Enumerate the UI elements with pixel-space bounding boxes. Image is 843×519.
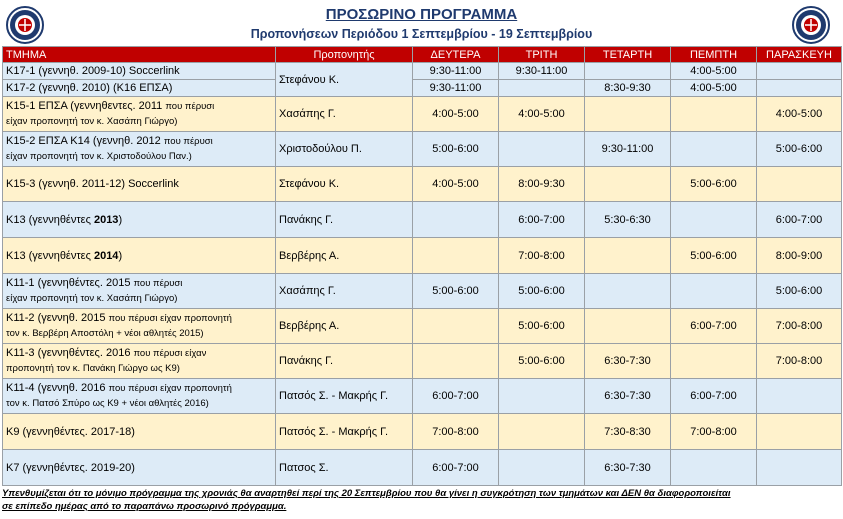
friday-slot: 4:00-5:00 xyxy=(757,97,842,132)
tuesday-slot xyxy=(499,379,585,414)
coach-cell: Πατσός Σ. - Μακρής Γ. xyxy=(276,414,413,450)
header-wednesday: ΤΕΤΑΡΤΗ xyxy=(585,47,671,63)
coach-cell: Χασάπης Γ. xyxy=(276,97,413,132)
wednesday-slot: 9:30-11:00 xyxy=(585,132,671,167)
team-cell: Κ15-2 ΕΠΣΑ Κ14 (γεννηθ. 2012 που πέρυσι είχαν προπονητή τον κ. Χριστοδούλου Παν.) xyxy=(3,132,276,167)
wednesday-slot xyxy=(585,309,671,344)
tuesday-slot xyxy=(499,414,585,450)
coach-cell: Βερβέρης Α. xyxy=(276,309,413,344)
table-row xyxy=(3,80,842,97)
table-row xyxy=(3,238,842,274)
coach-cell: Χασάπης Γ. xyxy=(276,274,413,309)
thursday-slot xyxy=(671,202,757,238)
footer-line-2: σε επίπεδο ημέρας από το παραπάνω προσωρινό πρόγραμμα. xyxy=(2,501,287,512)
friday-slot: 5:00-6:00 xyxy=(757,274,842,309)
friday-slot: 7:00-8:00 xyxy=(757,344,842,379)
header-team: ΤΜΗΜΑ xyxy=(3,47,276,63)
friday-slot xyxy=(757,379,842,414)
coach-cell: Βερβέρης Α. xyxy=(276,238,413,274)
wednesday-slot xyxy=(585,238,671,274)
footer-line-1: Υπενθυμίζεται ότι το μόνιμο πρόγραμμα της χρονιάς θα αναρτηθεί περί της 20 Σεπτεμβρίου που θα γίνει η συγκρότηση των τμημάτων και ΔΕΝ θα διαφοροποιείται xyxy=(2,488,731,499)
thursday-slot: 7:00-8:00 xyxy=(671,414,757,450)
coach-cell: Πανάκης Γ. xyxy=(276,202,413,238)
thursday-slot xyxy=(671,97,757,132)
coach-cell: Στεφάνου Κ. xyxy=(276,167,413,202)
coach-cell: Πατσός Σ. - Μακρής Γ. xyxy=(276,379,413,414)
wednesday-slot xyxy=(585,97,671,132)
friday-slot xyxy=(757,450,842,486)
tuesday-slot: 7:00-8:00 xyxy=(499,238,585,274)
table-row xyxy=(3,344,842,379)
team-cell: Κ11-2 (γεννηθ. 2015 που πέρυσι είχαν προπονητή τον κ. Βερβέρη Αποστόλη + νέοι αθλητές 2015) xyxy=(3,309,276,344)
wednesday-slot: 6:30-7:30 xyxy=(585,379,671,414)
thursday-slot xyxy=(671,344,757,379)
team-cell: Κ17-2 (γεννηθ. 2010) (Κ16 ΕΠΣΑ) xyxy=(3,80,276,97)
wednesday-slot: 6:30-7:30 xyxy=(585,450,671,486)
monday-slot xyxy=(413,344,499,379)
schedule-table xyxy=(2,46,842,486)
table-row xyxy=(3,450,842,486)
wednesday-slot xyxy=(585,63,671,80)
thursday-slot: 5:00-6:00 xyxy=(671,238,757,274)
tuesday-slot: 5:00-6:00 xyxy=(499,344,585,379)
friday-slot: 7:00-8:00 xyxy=(757,309,842,344)
team-cell: Κ17-1 (γεννηθ. 2009-10) Soccerlink xyxy=(3,63,276,80)
thursday-slot: 4:00-5:00 xyxy=(671,80,757,97)
tuesday-slot: 6:00-7:00 xyxy=(499,202,585,238)
wednesday-slot xyxy=(585,274,671,309)
monday-slot: 7:00-8:00 xyxy=(413,414,499,450)
monday-slot xyxy=(413,309,499,344)
table-row xyxy=(3,202,842,238)
thursday-slot xyxy=(671,132,757,167)
tuesday-slot: 9:30-11:00 xyxy=(499,63,585,80)
header-tuesday: ΤΡΙΤΗ xyxy=(499,47,585,63)
page-subtitle: Προπονήσεων Περιόδου 1 Σεπτεμβρίου - 19 Σεπτεμβρίου xyxy=(250,27,593,41)
friday-slot xyxy=(757,167,842,202)
table-row xyxy=(3,167,842,202)
team-cell: Κ15-3 (γεννηθ. 2011-12) Soccerlink xyxy=(3,167,276,202)
header-coach: Προπονητής xyxy=(276,47,413,63)
tuesday-slot xyxy=(499,450,585,486)
tuesday-slot xyxy=(499,80,585,97)
friday-slot xyxy=(757,414,842,450)
coach-cell: Χριστοδούλου Π. xyxy=(276,132,413,167)
friday-slot: 8:00-9:00 xyxy=(757,238,842,274)
monday-slot xyxy=(413,238,499,274)
friday-slot xyxy=(757,80,842,97)
table-row xyxy=(3,414,842,450)
table-row xyxy=(3,97,842,132)
team-cell: Κ13 (γεννηθέντες 2013) xyxy=(3,202,276,238)
thursday-slot: 6:00-7:00 xyxy=(671,309,757,344)
friday-slot xyxy=(757,63,842,80)
thursday-slot xyxy=(671,450,757,486)
header-monday: ΔΕΥΤΕΡΑ xyxy=(413,47,499,63)
team-cell: Κ11-4 (γεννηθ. 2016 που πέρυσι είχαν προπονητή τον κ. Πατσό Σπύρο ως Κ9 + νέοι αθλητές 2016) xyxy=(3,379,276,414)
team-cell: Κ13 (γεννηθέντες 2014) xyxy=(3,238,276,274)
team-cell: Κ7 (γεννηθέντες. 2019-20) xyxy=(3,450,276,486)
team-cell: Κ15-1 ΕΠΣΑ (γεννηθεντες. 2011 που πέρυσι είχαν προπονητή τον κ. Χασάπη Γιώργο) xyxy=(3,97,276,132)
footer-note xyxy=(2,487,841,513)
monday-slot: 5:00-6:00 xyxy=(413,274,499,309)
friday-slot: 6:00-7:00 xyxy=(757,202,842,238)
team-cell: Κ9 (γεννηθέντες. 2017-18) xyxy=(3,414,276,450)
wednesday-slot: 5:30-6:30 xyxy=(585,202,671,238)
coach-cell: Στεφάνου Κ. xyxy=(276,63,413,97)
coach-cell: Πατσος Σ. xyxy=(276,450,413,486)
header-thursday: ΠΕΜΠΤΗ xyxy=(671,47,757,63)
table-row xyxy=(3,63,842,80)
table-row xyxy=(3,379,842,414)
coach-cell: Πανάκης Γ. xyxy=(276,344,413,379)
wednesday-slot: 6:30-7:30 xyxy=(585,344,671,379)
table-row xyxy=(3,132,842,167)
monday-slot: 9:30-11:00 xyxy=(413,80,499,97)
team-cell: Κ11-1 (γεννηθέντες. 2015 που πέρυσι είχαν προπονητή τον κ. Χασάπη Γιώργο) xyxy=(3,274,276,309)
tuesday-slot: 5:00-6:00 xyxy=(499,309,585,344)
thursday-slot: 4:00-5:00 xyxy=(671,63,757,80)
page-title: ΠΡΟΣΩΡΙΝΟ ΠΡΟΓΡΑΜΜΑ xyxy=(325,6,518,23)
tuesday-slot: 4:00-5:00 xyxy=(499,97,585,132)
monday-slot: 4:00-5:00 xyxy=(413,167,499,202)
monday-slot: 6:00-7:00 xyxy=(413,450,499,486)
thursday-slot xyxy=(671,274,757,309)
table-row xyxy=(3,274,842,309)
wednesday-slot: 7:30-8:30 xyxy=(585,414,671,450)
table-header-row xyxy=(3,47,842,63)
friday-slot: 5:00-6:00 xyxy=(757,132,842,167)
team-cell: Κ11-3 (γεννηθέντες. 2016 που πέρυσι είχαν προπονητή τον κ. Πανάκη Γιώργο ως Κ9) xyxy=(3,344,276,379)
wednesday-slot xyxy=(585,167,671,202)
monday-slot: 5:00-6:00 xyxy=(413,132,499,167)
tuesday-slot xyxy=(499,132,585,167)
monday-slot: 6:00-7:00 xyxy=(413,379,499,414)
thursday-slot: 6:00-7:00 xyxy=(671,379,757,414)
tuesday-slot: 5:00-6:00 xyxy=(499,274,585,309)
wednesday-slot: 8:30-9:30 xyxy=(585,80,671,97)
monday-slot xyxy=(413,202,499,238)
thursday-slot: 5:00-6:00 xyxy=(671,167,757,202)
monday-slot: 4:00-5:00 xyxy=(413,97,499,132)
header-friday: ΠΑΡΑΣΚΕΥΗ xyxy=(757,47,842,63)
monday-slot: 9:30-11:00 xyxy=(413,63,499,80)
table-row xyxy=(3,309,842,344)
tuesday-slot: 8:00-9:30 xyxy=(499,167,585,202)
